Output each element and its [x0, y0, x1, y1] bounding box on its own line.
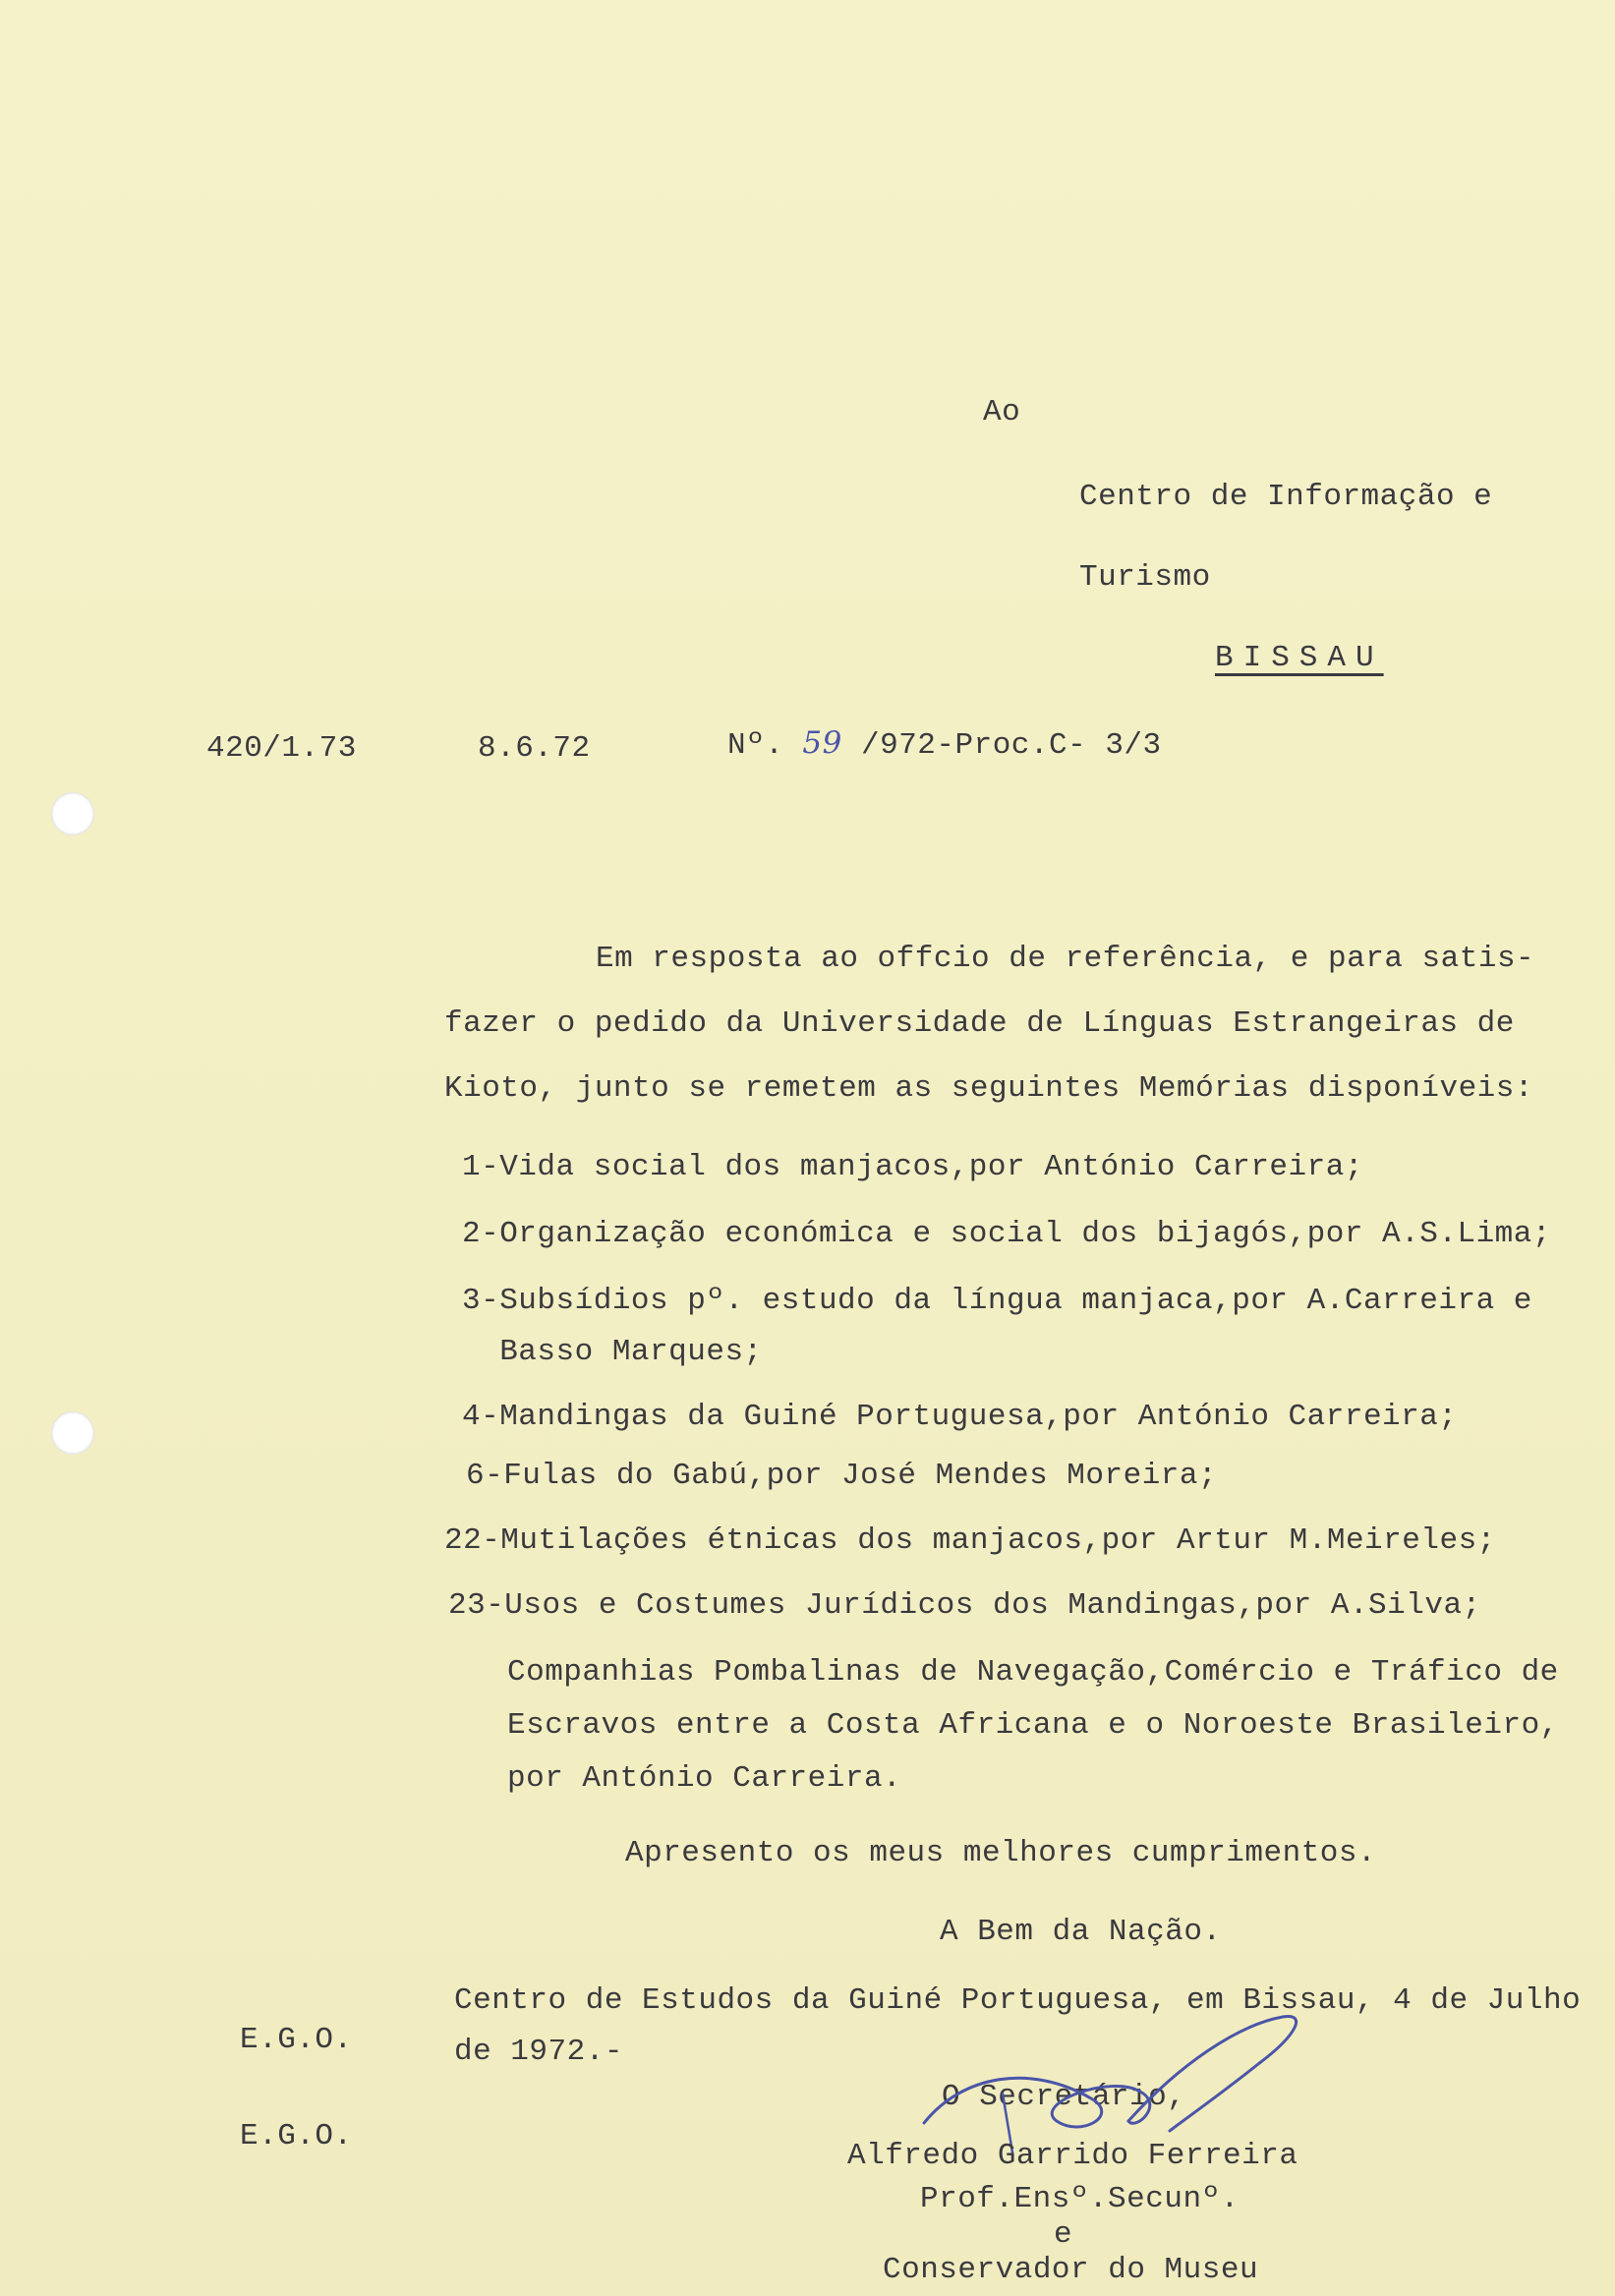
reference-number-prefix: Nº.	[727, 728, 784, 763]
signatory-name: Alfredo Garrido Ferreira	[847, 2139, 1298, 2173]
list-item: Basso Marques;	[462, 1335, 763, 1369]
intro-line-2: fazer o pedido da Universidade de Línguas Estrangeiras de	[444, 1006, 1515, 1041]
place-date-line-1: Centro de Estudos da Guiné Portuguesa, em Bissau, 4 de Julho	[454, 1983, 1582, 2018]
signatory-role-1: Prof.Ensº.Secunº.	[920, 2182, 1240, 2216]
list-item: 2-Organização económica e social dos bijagós,por A.S.Lima;	[462, 1217, 1551, 1251]
place-date-line-2: de 1972.-	[454, 2035, 623, 2069]
list-item: por António Carreira.	[507, 1761, 902, 1796]
reference-number	[727, 725, 1162, 763]
reference-number-handwritten: 59	[802, 725, 842, 761]
list-item: 1-Vida social dos manjacos,por António Carreira;	[462, 1150, 1363, 1184]
margin-note-1: E.G.O.	[240, 2023, 353, 2057]
list-item: 6-Fulas do Gabú,por José Mendes Moreira;	[466, 1459, 1218, 1493]
recipient-city: BISSAU	[1215, 641, 1384, 675]
recipient-line-1: Centro de Informação e	[1079, 480, 1493, 514]
signatory-role-3: Conservador do Museu	[883, 2253, 1259, 2287]
intro-line-1: Em resposta ao offcio de referência, e para satis-	[596, 942, 1535, 976]
list-item: 3-Subsídios pº. estudo da língua manjaca,por A.Carreira e	[462, 1284, 1532, 1318]
margin-note-2: E.G.O.	[240, 2119, 353, 2153]
signatory-role-2: e	[1054, 2217, 1073, 2252]
list-item: Escravos entre a Costa Africana e o Noroeste Brasileiro,	[507, 1708, 1559, 1743]
punch-hole-bottom	[51, 1411, 94, 1455]
list-item: 4-Mandingas da Guiné Portuguesa,por António Carreira;	[462, 1400, 1458, 1434]
reference-number-suffix: /972-Proc.C- 3/3	[860, 728, 1162, 763]
reference-date: 8.6.72	[478, 731, 591, 766]
recipient-to: Ao	[983, 395, 1021, 430]
signatory-title: O Secretário,	[942, 2080, 1186, 2114]
closing-line: Apresento os meus melhores cumprimentos.	[625, 1836, 1377, 1870]
list-item: 23-Usos e Costumes Jurídicos dos Mandingas,por A.Silva;	[448, 1588, 1481, 1623]
salutation: A Bem da Nação.	[940, 1915, 1222, 1949]
reference-code: 420/1.73	[206, 731, 357, 766]
punch-hole-top	[51, 792, 94, 835]
intro-line-3: Kioto, junto se remetem as seguintes Memórias disponíveis:	[444, 1071, 1533, 1106]
list-item: 22-Mutilações étnicas dos manjacos,por Artur M.Meireles;	[444, 1523, 1496, 1558]
list-item: Companhias Pombalinas de Navegação,Comércio e Tráfico de	[507, 1655, 1559, 1690]
recipient-line-2: Turismo	[1079, 560, 1211, 595]
